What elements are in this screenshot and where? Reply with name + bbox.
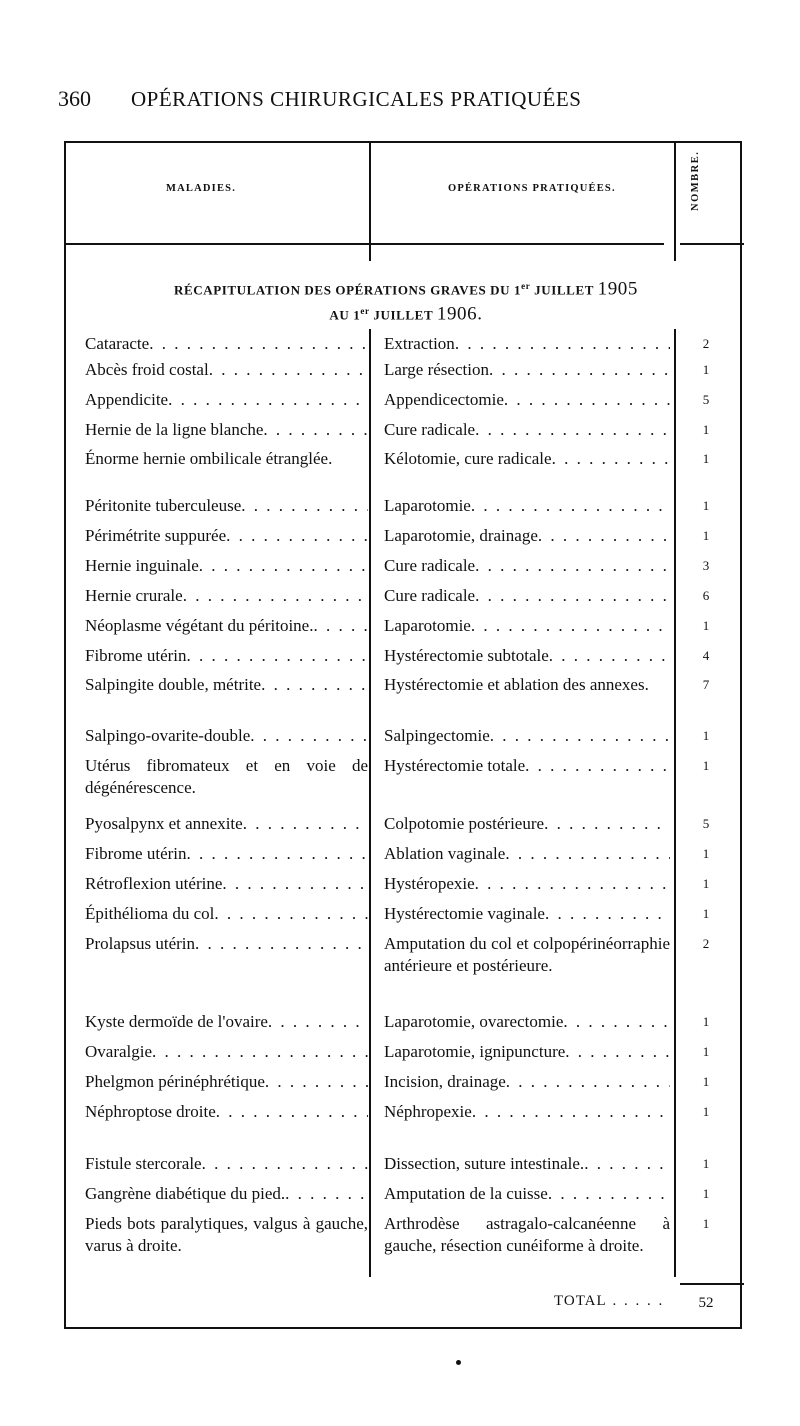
divider-col1-body xyxy=(369,329,371,1277)
disease-cell: Ovaralgie . . . xyxy=(85,1041,368,1063)
divider-col2-body xyxy=(674,329,676,1277)
disease-cell: Utérus fibromateux et en voie de dégénérescence. xyxy=(85,756,368,797)
disease-cell: Kyste dermoïde de l'ovaire . . . xyxy=(85,1011,368,1033)
operation-cell: Hystérectomie subtotale . . . xyxy=(384,645,670,667)
count-cell: 1 xyxy=(702,876,710,891)
disease-cell: Épithélioma du col . . . xyxy=(85,903,368,925)
operation-cell: Laparotomie, drainage . . . xyxy=(384,525,670,547)
column-header-operations: OPÉRATIONS PRATIQUÉES. xyxy=(448,183,616,194)
operation-cell: Colpotomie postérieure . . . xyxy=(384,813,670,835)
count-cell: 2 xyxy=(702,336,710,351)
operation-cell: Salpingectomie . . . xyxy=(384,725,670,747)
count-cell: 1 xyxy=(702,1104,710,1119)
running-title: OPÉRATIONS CHIRURGICALES PRATIQUÉES xyxy=(131,87,582,111)
disease-cell: Néoplasme végétant du péritoine. . . . xyxy=(85,615,368,637)
disease-cell: Phelgmon périnéphrétique . . . xyxy=(85,1071,368,1093)
disease-cell: Hernie crurale . . . xyxy=(85,585,368,607)
page-header xyxy=(58,86,648,112)
section-title-line2: AU 1er JUILLET 1906. xyxy=(329,303,483,325)
operation-cell: Néphropexie . . . xyxy=(384,1101,670,1123)
count-cell: 1 xyxy=(702,1186,710,1201)
disease-cell: Fibrome utérin . . . xyxy=(85,843,368,865)
count-cell: 1 xyxy=(702,758,710,773)
total-rule xyxy=(680,1283,744,1285)
count-cell: 1 xyxy=(702,1014,710,1029)
count-cell: 1 xyxy=(702,1216,710,1231)
count-cell: 7 xyxy=(702,677,710,692)
column-header-maladies: MALADIES. xyxy=(166,183,237,194)
disease-cell: Abcès froid costal . . . xyxy=(85,359,368,381)
column-header-nombre: NOMBRE. xyxy=(690,150,701,211)
count-cell: 1 xyxy=(702,906,710,921)
disease-cell: Hernie de la ligne blanche . . . xyxy=(85,419,368,441)
operation-cell: Hystéropexie . . . xyxy=(384,873,670,895)
operation-cell: Cure radicale . . . xyxy=(384,555,670,577)
disease-cell: Péritonite tuberculeuse . . . xyxy=(85,495,368,517)
count-cell: 1 xyxy=(702,498,710,513)
count-cell: 2 xyxy=(702,936,710,951)
count-cell: 1 xyxy=(702,618,710,633)
count-cell: 1 xyxy=(702,362,710,377)
disease-cell: Appendicite . . . xyxy=(85,389,368,411)
operation-cell: Kélotomie, cure radicale . . . xyxy=(384,448,670,470)
section-title-line1: RÉCAPITULATION DES OPÉRATIONS GRAVES DU 1er JUILLET 1905 xyxy=(173,278,639,300)
disease-cell: Périmétrite suppurée . . . xyxy=(85,525,368,547)
ink-dot xyxy=(456,1360,461,1365)
count-cell: 4 xyxy=(702,648,710,663)
count-cell: 3 xyxy=(702,558,710,573)
count-cell: 1 xyxy=(702,528,710,543)
operation-cell: Ablation vaginale . . . xyxy=(384,843,670,865)
disease-cell: Gangrène diabétique du pied. . . . xyxy=(85,1183,368,1205)
count-cell: 1 xyxy=(702,422,710,437)
header-rule-right xyxy=(680,243,744,245)
disease-cell: Prolapsus utérin . . . xyxy=(85,933,368,955)
total-value: 52 xyxy=(698,1295,714,1311)
operation-cell: Extraction . . . xyxy=(384,333,670,355)
count-cell: 1 xyxy=(702,728,710,743)
page-number: 360 xyxy=(58,86,91,111)
disease-cell: Pyosalpynx et annexite . . . xyxy=(85,813,368,835)
operation-cell: Cure radicale . . . xyxy=(384,419,670,441)
count-cell: 1 xyxy=(702,1044,710,1059)
operation-cell: Laparotomie . . . xyxy=(384,615,670,637)
count-cell: 1 xyxy=(702,451,710,466)
operation-cell: Laparotomie . . . xyxy=(384,495,670,517)
disease-cell: Néphroptose droite . . . xyxy=(85,1101,368,1123)
disease-cell: Salpingo-ovarite-double . . . xyxy=(85,725,368,747)
disease-cell: Salpingite double, métrite . . . xyxy=(85,674,368,696)
operation-cell: Hystérectomie et ablation des annexes. xyxy=(384,675,649,694)
count-cell: 5 xyxy=(702,392,710,407)
divider-col2-header xyxy=(674,143,676,261)
operation-cell: Arthrodèse astragalo-calcanéenne à gauche, résection cunéiforme à droite. xyxy=(384,1214,670,1255)
operation-cell: Incision, drainage . . . xyxy=(384,1071,670,1093)
disease-cell: Fibrome utérin . . . xyxy=(85,645,368,667)
disease-cell: Hernie inguinale . . . xyxy=(85,555,368,577)
operation-cell: Amputation du col et colpopérinéorraphie antérieure et postérieure. xyxy=(384,934,670,975)
disease-cell: Énorme hernie ombilicale étranglée. xyxy=(85,449,333,468)
operation-cell: Laparotomie, ovarectomie . . . xyxy=(384,1011,670,1033)
disease-cell: Rétroflexion utérine . . . xyxy=(85,873,368,895)
disease-cell: Fistule stercorale . . . xyxy=(85,1153,368,1175)
total-label: TOTAL . . . . . xyxy=(554,1293,665,1309)
operation-cell: Hystérectomie totale . . . xyxy=(384,755,670,777)
count-cell: 5 xyxy=(702,816,710,831)
operation-cell: Hystérectomie vaginale . . . xyxy=(384,903,670,925)
count-cell: 1 xyxy=(702,1156,710,1171)
count-cell: 6 xyxy=(702,588,710,603)
operation-cell: Appendicectomie . . . xyxy=(384,389,670,411)
operation-cell: Laparotomie, ignipuncture . . . xyxy=(384,1041,670,1063)
disease-cell: Cataracte . . . xyxy=(85,333,368,355)
recap-table xyxy=(64,141,742,1329)
operation-cell: Large résection . . . xyxy=(384,359,670,381)
header-rule-left xyxy=(66,243,664,245)
operation-cell: Amputation de la cuisse . . . xyxy=(384,1183,670,1205)
count-cell: 1 xyxy=(702,1074,710,1089)
operation-cell: Dissection, suture intestinale. . . . xyxy=(384,1153,670,1175)
operation-cell: Cure radicale . . . xyxy=(384,585,670,607)
disease-cell: Pieds bots paralytiques, valgus à gauche, varus à droite. xyxy=(85,1214,368,1255)
count-cell: 1 xyxy=(702,846,710,861)
